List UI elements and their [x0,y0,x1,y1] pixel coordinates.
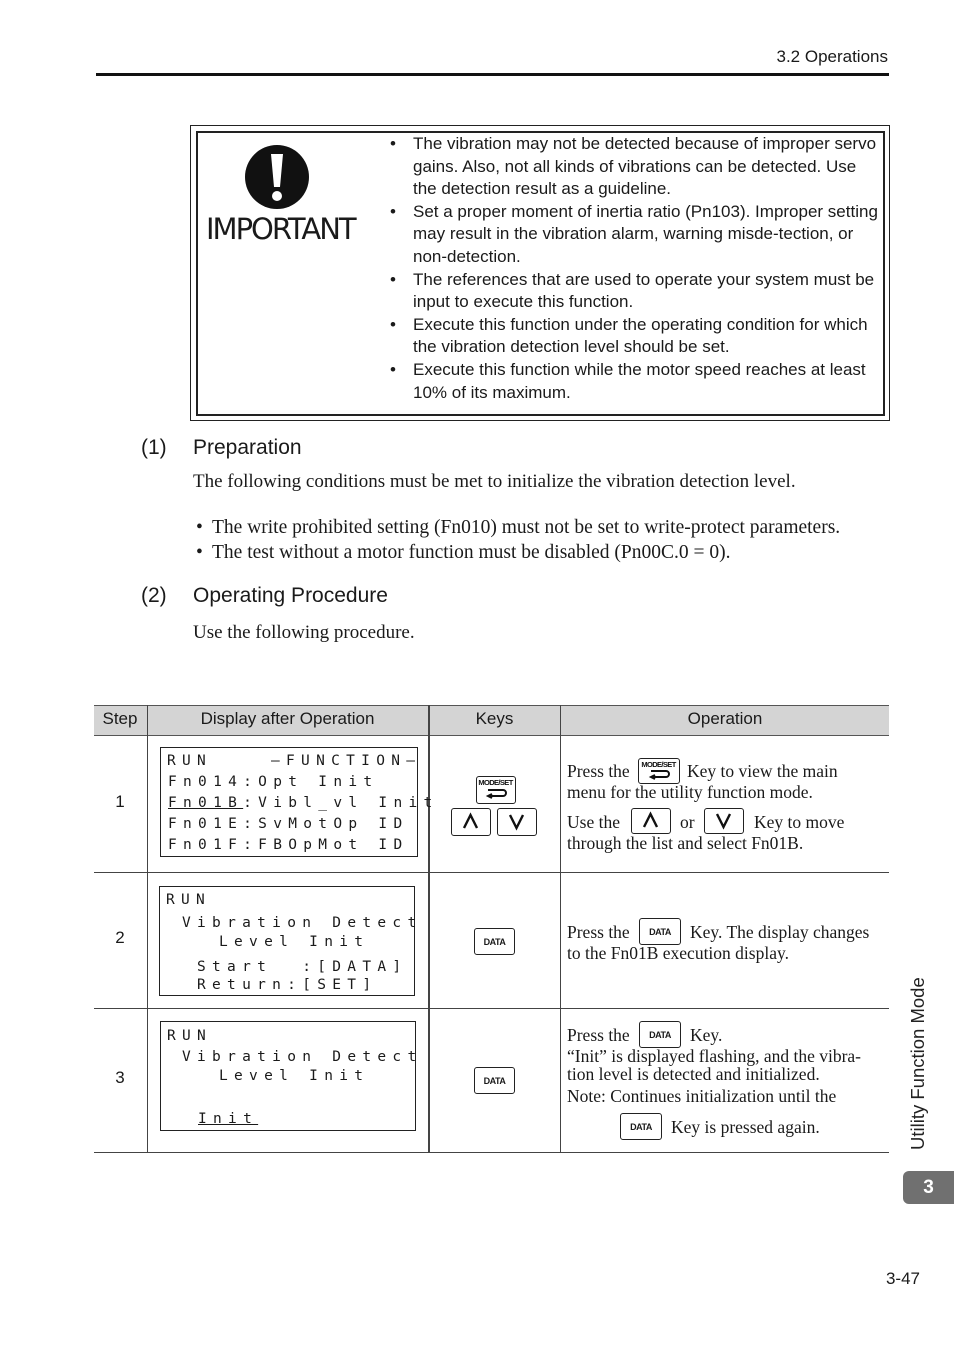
operation-text: Press the [567,922,630,942]
important-item: • Execute this function while the motor speed reaches at least 10% of its maximum. [390,359,882,404]
display-line: Level Init [219,934,370,950]
up-key[interactable] [451,808,491,836]
display-line: Fn014:Opt Init [168,774,379,790]
display-line: RUN [166,892,212,908]
section-heading-preparation [141,436,541,462]
up-key-inline [631,808,671,834]
operation-text: Press the [567,761,630,781]
data-key[interactable]: DATA [474,1067,515,1094]
operation-text: Key. The display changes [690,922,870,942]
operation-note: Note: Continues initialization until the [567,1086,837,1106]
operator-display [159,886,423,996]
operation-text: “Init” is displayed flashing, and the vibra- [567,1046,862,1066]
operation-text: through the list and select Fn01B. [567,833,804,853]
operation-text: menu for the utility function mode. [567,782,813,802]
mode-set-key-icon [477,777,514,802]
chapter-tab: 3 [903,1171,954,1204]
display-line: :Vibl_vl Init [243,795,439,811]
display-line: Fn01F:FBOpMot ID [168,837,409,853]
column-divider [428,705,430,1152]
important-item: • The references that are used to operate your system must be input to execute this function. [390,269,882,314]
display-line: Vibration Detect [182,915,423,931]
display-line-flashing: Init [198,1111,259,1127]
operation-text: tion level is detected and initialized. [567,1064,820,1084]
important-label: IMPORTANT [206,212,355,246]
operation-note: Key is pressed again. [671,1117,820,1137]
header-rule [96,73,889,76]
header-operation: Operation [687,709,763,728]
operation-text: Key. [690,1025,723,1045]
operation-text: Key to view the main [687,761,838,781]
display-line: Start :[DATA] [197,959,408,975]
display-line: –FUNCTION– [271,753,422,769]
operation-text: Press the [567,1025,630,1045]
important-item: • Set a proper moment of inertia ratio (Pn103). Improper setting may result in the vibration alarm, warning misde-tection, or non-detection. [390,201,882,269]
section-number: (2) [141,584,167,607]
row-divider [94,872,889,873]
important-list [390,133,882,404]
operation-text: Use the [567,812,620,832]
mode-set-key-inline [638,758,680,784]
important-item: • The vibration may not be detected because of improper servo gains. Also, not all kinds of vibrations can be detected. Use the detection result as a guideline. [390,133,882,201]
section-heading-procedure [141,584,541,610]
procedure-intro: Use the following procedure. [193,622,415,643]
data-key-inline: DATA [639,1021,681,1048]
section-title: Preparation [193,436,302,459]
preparation-bullet: • The test without a motor function must be disabled (Pn00C.0 = 0). [196,540,840,565]
mode-set-key[interactable] [476,776,516,804]
operation-text: to the Fn01B execution display. [567,943,789,963]
data-key-inline: DATA [639,918,681,945]
header-keys: Keys [475,709,514,728]
selected-function: Fn01B [168,795,244,811]
operator-display [160,747,439,857]
data-key[interactable]: DATA [474,928,515,955]
down-arrow-icon [705,809,742,832]
important-item: • Execute this function under the operating condition for which the vibration detection level should be set. [390,314,882,359]
display-line-selected [168,795,439,811]
step-number: 3 [115,1068,125,1087]
up-arrow-icon [452,809,489,834]
display-line: Fn01E:SvMotOp ID [168,816,409,832]
operator-display [160,1021,423,1131]
column-divider [560,705,561,1152]
section-title: Operating Procedure [193,584,388,607]
down-key-inline [704,808,744,834]
row-divider [94,1008,889,1009]
column-divider [147,705,148,1152]
chapter-side-title [905,960,927,1150]
table-bottom-rule [94,1152,889,1153]
step-number: 1 [115,792,125,811]
display-line: Level Init [219,1068,370,1084]
preparation-intro: The following conditions must be met to initialize the vibration detection level. [193,471,796,492]
preparation-bullets [196,515,840,565]
step-number: 2 [115,928,125,947]
display-line: Return:[SET] [197,977,378,993]
display-line: Vibration Detect [182,1049,423,1065]
data-key-inline: DATA [620,1113,662,1140]
down-key[interactable] [497,808,537,836]
section-number: (1) [141,436,167,459]
down-arrow-icon [498,809,535,834]
operation-text: Key to move [754,812,845,832]
mode-set-key-label: MODE/SET [641,760,676,769]
header-step: Step [102,709,138,728]
running-header: 3.2 Operations [776,47,888,66]
mode-set-key-label: MODE/SET [478,778,513,787]
display-line: RUN [167,753,213,769]
header-display: Display after Operation [200,709,375,728]
up-arrow-icon [632,809,669,832]
preparation-bullet: • The write prohibited setting (Fn010) must not be set to write-protect parameters. [196,515,840,540]
chapter-side-title-text: Utility Function Mode [907,977,928,1150]
page-number: 3-47 [885,1269,920,1288]
exclamation-icon [244,144,310,210]
operation-text: or [680,812,695,832]
display-line: RUN [167,1028,213,1044]
mode-set-key-icon [639,759,678,782]
